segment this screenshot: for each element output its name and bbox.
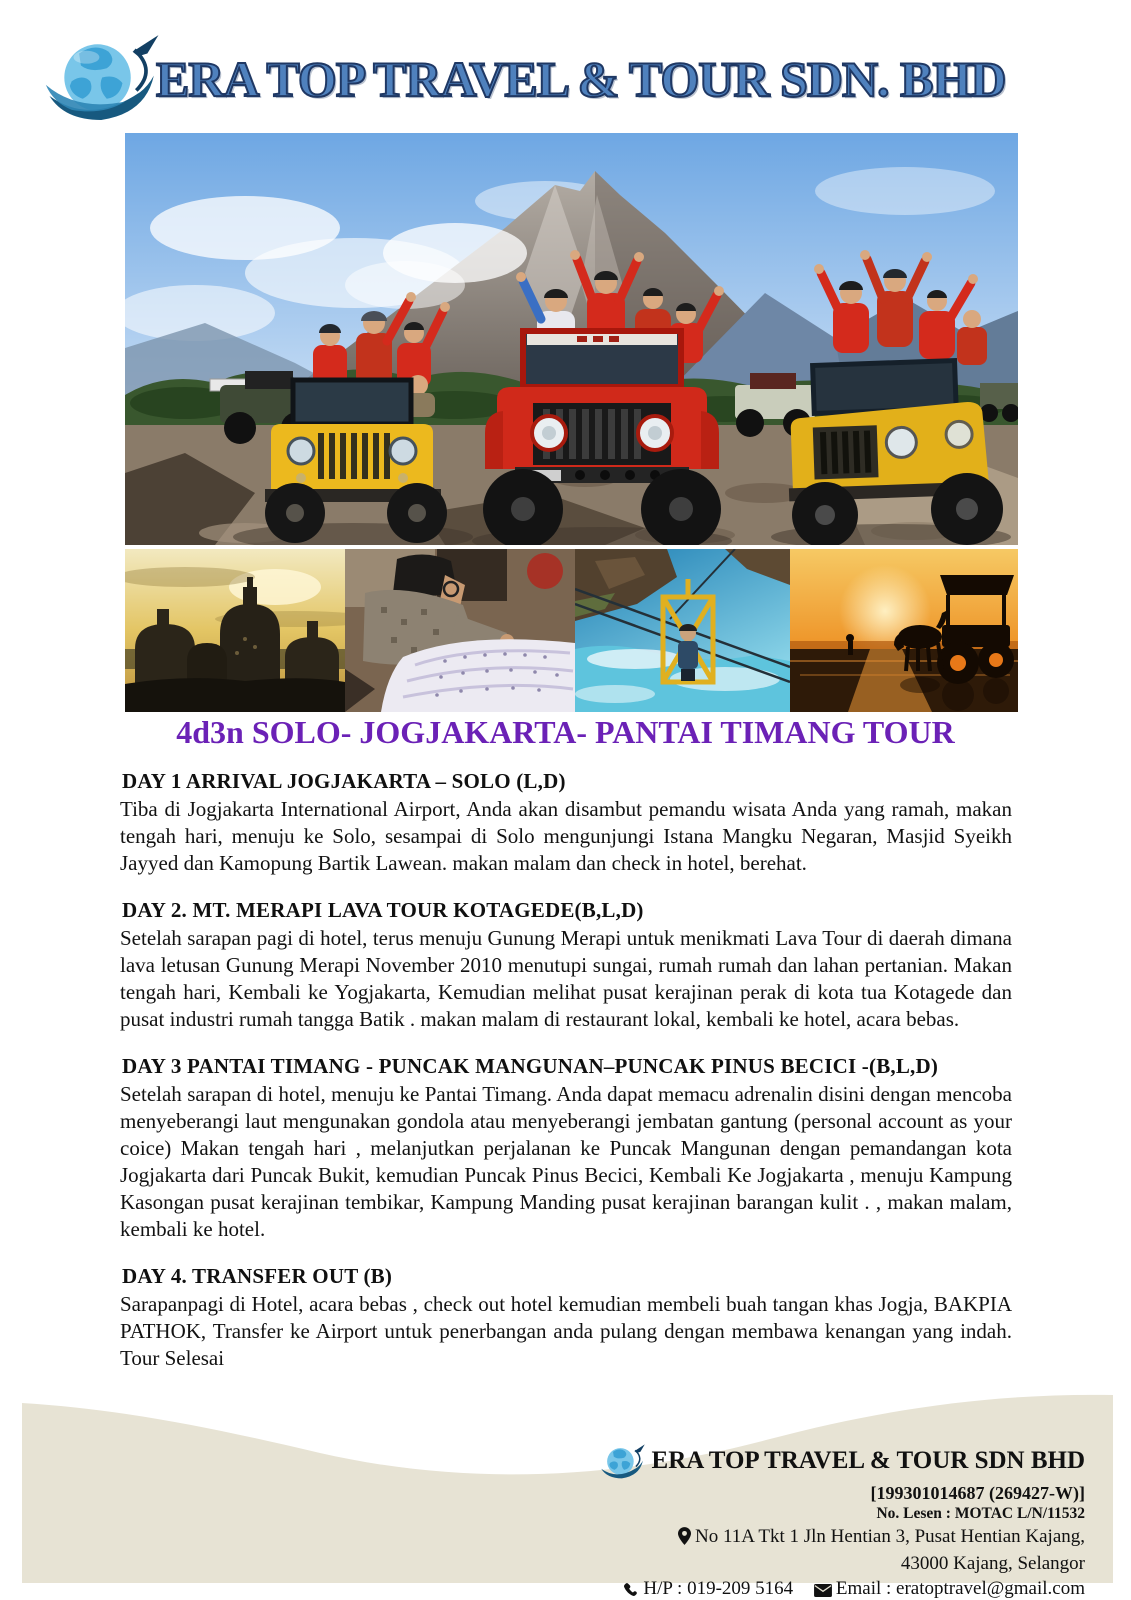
- company-name: ERA TOP TRAVEL & TOUR SDN. BHD: [156, 51, 1006, 107]
- day-4-body: Sarapanpagi di Hotel, acara bebas , check out hotel kemudian membeli buah tangan khas Jogja, BAKPIA PATHOK, Transfer ke Airport untuk penerbangan anda pulang dengan membawa kenangan yang indah. Tour Selesai: [120, 1292, 1012, 1370]
- globe-airplane-icon: [599, 1440, 647, 1482]
- license-number: No. Lesen : MOTAC L/N/11532: [876, 1505, 1085, 1522]
- day-1-body: Tiba di Jogjakarta International Airport, Anda akan disambut pemandu wisata Anda yang ramah, makan tengah hari, menuju ke Solo, sesampai di Solo mengunjungi Istana Mangku Negaran, Masjid Syeikh Jayyed dan Kamopung Bartik Lawean. makan malam dan check in hotel, berehat.: [120, 797, 1012, 875]
- footer-brand-row: [599, 1440, 1085, 1482]
- phone-icon: [623, 1581, 639, 1600]
- day-3-body: Setelah sarapan di hotel, menuju ke Pantai Timang. Anda dapat memacu adrenalin disini dengan mencoba menyeberangi laut mengunakan gondola atau menyeberangi jembatan gantung (personal account as your coice) Makan tengah hari , melanjutkan perjalanan ke Puncak Mangunan dengan pemandangan kota Jogjakarta dari Puncak Bukit, kemudian Puncak Pinus Becici, Kembali Ke Jogjakarta , menuju Kampung Kasongan pusat kerajinan tembikar, Kampung Manding pusat kerajinan barangan kulit . , makan malam, kembali ke hotel.: [120, 1082, 1012, 1241]
- day-2-heading: DAY 2. MT. MERAPI LAVA TOUR KOTAGEDE(B,L,D): [122, 898, 644, 922]
- collage-strip: [125, 549, 1018, 712]
- email-icon: [814, 1581, 832, 1600]
- phone-number: H/P : 019-209 5164: [643, 1578, 794, 1599]
- day-3-section: [120, 1054, 1012, 1243]
- globe-airplane-icon: [44, 24, 164, 128]
- itinerary: [120, 769, 1012, 1393]
- location-pin-icon: [678, 1527, 691, 1551]
- company-registration: [199301014687 (269427-W)]: [870, 1483, 1085, 1503]
- address-line-2: 43000 Kajang, Selangor: [900, 1553, 1085, 1574]
- tour-photo-collage: [125, 133, 1018, 712]
- day-4-section: [120, 1264, 1012, 1372]
- borobudur-temple-photo: [125, 549, 345, 712]
- day-1-section: [120, 769, 1012, 877]
- footer-company-name: ERA TOP TRAVEL & TOUR SDN BHD: [651, 1447, 1085, 1474]
- day-3-heading: DAY 3 PANTAI TIMANG - PUNCAK MANGUNAN–PUNCAK PINUS BECICI -(B,L,D): [122, 1054, 939, 1078]
- merapi-jeep-lava-tour-photo: [125, 133, 1018, 545]
- contact-line: [599, 1578, 1085, 1600]
- email-address: Email : eratoptravel@gmail.com: [835, 1578, 1085, 1599]
- horse-cart-sunset-photo: [790, 549, 1018, 712]
- timang-gondola-photo: [575, 549, 790, 712]
- tour-title: 4d3n SOLO- JOGJAKARTA- PANTAI TIMANG TOUR: [176, 714, 955, 750]
- day-4-heading: DAY 4. TRANSFER OUT (B): [122, 1264, 393, 1288]
- batik-craft-photo: [345, 549, 575, 712]
- day-1-heading: DAY 1 ARRIVAL JOGJAKARTA – SOLO (L,D): [122, 769, 566, 793]
- day-2-section: [120, 898, 1012, 1033]
- address-line-1: No 11A Tkt 1 Jln Hentian 3, Pusat Hentian Kajang,: [599, 1526, 1085, 1551]
- footer-contact-block: [599, 1440, 1085, 1600]
- day-2-body: Setelah sarapan pagi di hotel, terus menuju Gunung Merapi untuk menikmati Lava Tour di daerah dimana lava letusan Gunung Merapi November 2010 menutupi sungai, rumah rumah dan lahan pertanian. Makan tengah hari, Kembali ke Yogjakarta, Kemudian melihat pusat kerajinan perak di kota tua Kotagede dan pusat industri rumah tangga Batik . makan malam di restaurant lokal, kembali ke hotel, acara bebas.: [120, 926, 1012, 1031]
